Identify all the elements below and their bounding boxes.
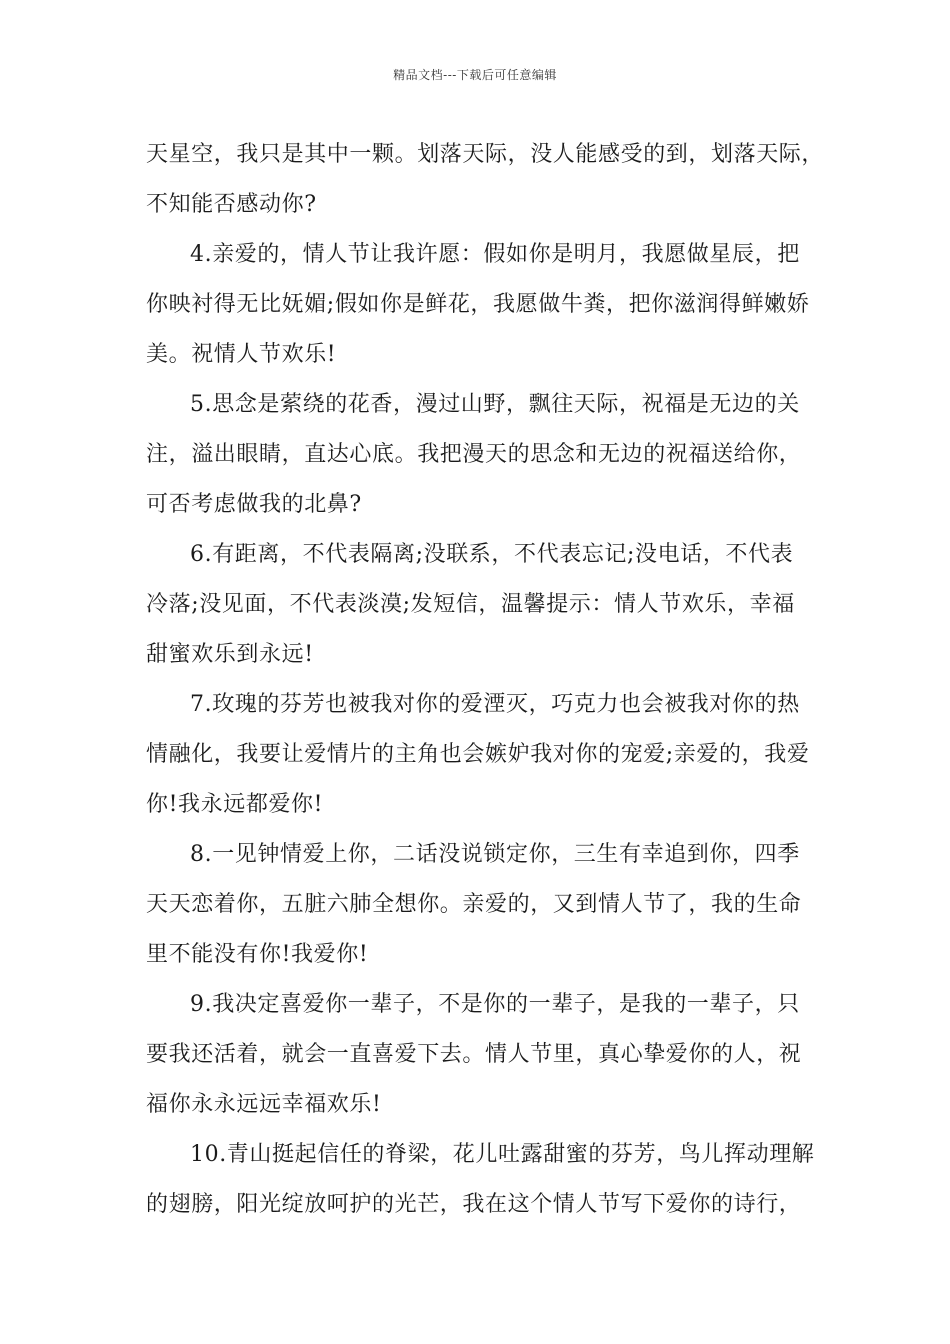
text-line: 9.我决定喜爱你一辈子，不是你的一辈子，是我的一辈子，只 xyxy=(190,992,800,1017)
page-header: 精品文档---下载后可任意编辑 xyxy=(393,68,557,82)
paragraph xyxy=(146,680,811,830)
text-line: 可否考虑做我的北鼻? xyxy=(146,492,362,517)
text-line: 美。祝情人节欢乐! xyxy=(146,342,337,367)
text-line: 冷落;没见面，不代表淡漠;发短信，温馨提示：情人节欢乐，幸福 xyxy=(146,592,795,617)
text-line: 你映衬得无比妩媚;假如你是鲜花，我愿做牛粪，把你滋润得鲜嫩娇 xyxy=(146,292,810,317)
paragraph xyxy=(146,830,811,980)
paragraph xyxy=(146,980,811,1130)
text-line: 要我还活着，就会一直喜爱下去。情人节里，真心挚爱你的人，祝 xyxy=(146,1042,802,1067)
text-line: 4.亲爱的，情人节让我许愿：假如你是明月，我愿做星辰，把 xyxy=(190,242,800,267)
text-line: 7.玫瑰的芬芳也被我对你的爱湮灭，巧克力也会被我对你的热 xyxy=(190,692,800,717)
text-line: 注，溢出眼睛，直达心底。我把漫天的思念和无边的祝福送给你， xyxy=(146,442,802,467)
text-line: 10.青山挺起信任的脊梁，花儿吐露甜蜜的芬芳，鸟儿挥动理解 xyxy=(190,1142,815,1167)
paragraph xyxy=(146,1130,815,1230)
paragraph xyxy=(146,230,811,380)
text-line: 不知能否感动你? xyxy=(146,192,317,217)
text-line: 里不能没有你!我爱你! xyxy=(146,942,369,967)
text-line: 5.思念是萦绕的花香，漫过山野，飘往天际，祝福是无边的关 xyxy=(190,392,800,417)
paragraph xyxy=(146,530,811,680)
text-line: 6.有距离，不代表隔离;没联系，不代表忘记;没电话，不代表 xyxy=(190,542,794,567)
paragraph xyxy=(146,380,811,530)
document-body xyxy=(146,130,825,1230)
text-line: 天天恋着你，五脏六肺全想你。亲爱的，又到情人节了，我的生命 xyxy=(146,892,802,917)
text-line: 福你永永远远幸福欢乐! xyxy=(146,1092,382,1117)
text-line: 8.一见钟情爱上你，二话没说锁定你，三生有幸追到你，四季 xyxy=(190,842,800,867)
paragraph xyxy=(146,130,825,230)
text-line: 甜蜜欢乐到永远! xyxy=(146,642,314,667)
text-line: 你!我永远都爱你! xyxy=(146,792,324,817)
text-line: 情融化，我要让爱情片的主角也会嫉妒我对你的宠爱;亲爱的，我爱 xyxy=(146,742,810,767)
text-line: 天星空，我只是其中一颗。划落天际，没人能感受的到，划落天际， xyxy=(146,142,825,167)
text-line: 的翅膀，阳光绽放呵护的光芒，我在这个情人节写下爱你的诗行， xyxy=(146,1192,802,1217)
